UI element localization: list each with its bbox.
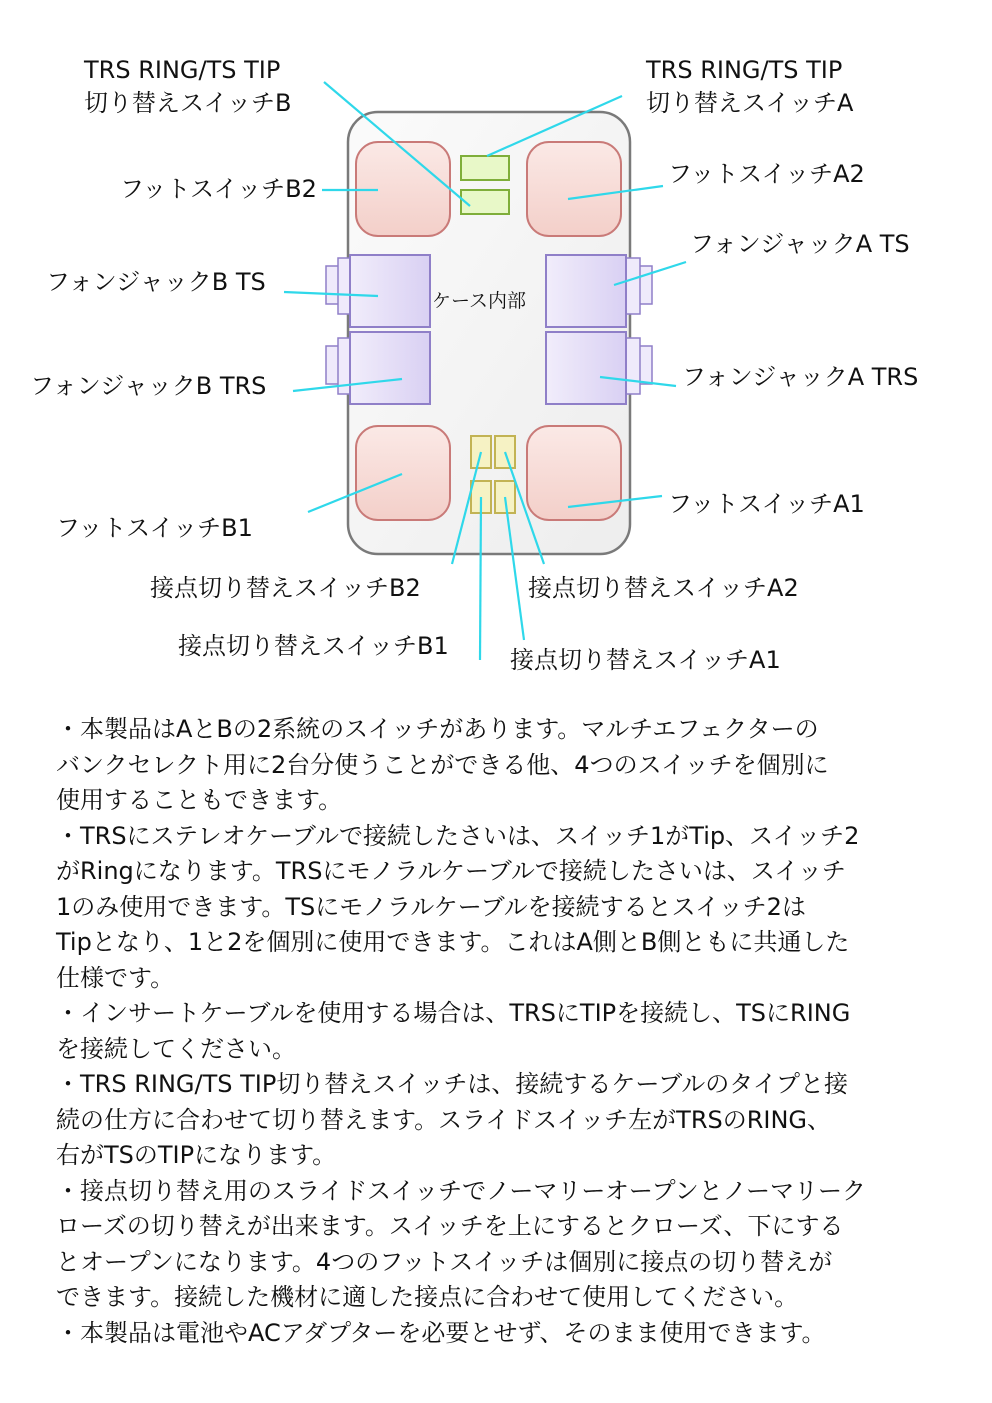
phone-jack-b-ts — [326, 255, 430, 327]
label-contact-b2: 接点切り替えスイッチB2 — [150, 574, 421, 602]
label-trs-switch-b-line2: 切り替えスイッチB — [84, 89, 292, 117]
label-jack-b-ts: フォンジャックB TS — [46, 268, 266, 296]
label-jack-a-trs: フォンジャックA TRS — [682, 363, 919, 391]
note-line: がRingになります。TRSにモノラルケーブルで接続したさいは、スイッチ — [56, 857, 846, 885]
note-line: ローズの切り替えが出来ます。スイッチを上にするとクローズ、下にする — [56, 1212, 844, 1240]
note-line: ・TRSにステレオケーブルで接続したさいは、スイッチ1がTip、スイッチ2 — [56, 821, 860, 850]
label-trs-switch-a-line2: 切り替えスイッチA — [646, 89, 854, 117]
note-line: 仕様です。 — [56, 963, 175, 992]
note-line: ・接点切り替え用のスライドスイッチでノーマリーオープンとノーマリーク — [56, 1176, 866, 1205]
case-diagram — [0, 0, 992, 700]
note-line: 1のみ使用できます。TSにモノラルケーブルを接続するとスイッチ2は — [56, 892, 806, 921]
note-line: とオープンになります。4つのフットスイッチは個別に接点の切り替えが — [56, 1247, 833, 1276]
note-line: を接続してください。 — [56, 1034, 296, 1063]
label-jack-b-trs: フォンジャックB TRS — [30, 372, 267, 400]
note-line: ・インサートケーブルを使用する場合は、TRSにTIPを接続し、TSにRING — [56, 999, 851, 1027]
label-contact-a1: 接点切り替えスイッチA1 — [510, 646, 781, 674]
note-line: Tipとなり、1と2を個別に使用できます。これはA側とB側ともに共通した — [56, 928, 850, 956]
label-trs-switch-a-line1: TRS RING/TS TIP — [646, 56, 843, 84]
note-line: ・本製品はAとBの2系統のスイッチがあります。マルチエフェクターの — [56, 715, 819, 743]
phone-jack-a-ts — [546, 255, 652, 327]
case-inside-label: ケース内部 — [432, 290, 527, 312]
note-line: 続の仕方に合わせて切り替えます。スライドスイッチ左がTRSのRING、 — [56, 1105, 832, 1134]
footswitch-a2 — [527, 142, 621, 236]
trs-ts-switch-a — [461, 156, 509, 180]
phone-jack-a-trs — [546, 332, 652, 404]
label-contact-a2: 接点切り替えスイッチA2 — [528, 574, 799, 602]
phone-jack-b-trs — [326, 332, 430, 404]
footswitch-b1 — [356, 426, 450, 520]
label-foot-a2: フットスイッチA2 — [668, 160, 865, 188]
note-line: バンクセレクト用に2台分使うことができる他、4つのスイッチを個別に — [56, 750, 829, 779]
label-foot-b2: フットスイッチB2 — [120, 175, 317, 203]
label-foot-a1: フットスイッチA1 — [668, 490, 865, 518]
trs-ts-switch-b — [461, 190, 509, 214]
note-line: 右がTSのTIPになります。 — [56, 1141, 337, 1169]
note-line: 使用することもできます。 — [56, 786, 343, 814]
label-contact-b1: 接点切り替えスイッチB1 — [178, 632, 449, 660]
label-jack-a-ts: フォンジャックA TS — [690, 230, 910, 258]
notes-list — [56, 712, 956, 1351]
label-trs-switch-b — [84, 54, 292, 120]
leader-contact-b1 — [480, 497, 481, 660]
note-line: ・本製品は電池やACアダプターを必要とせず、そのまま使用できます。 — [56, 1318, 826, 1347]
label-foot-b1: フットスイッチB1 — [56, 514, 253, 542]
note-line: ・TRS RING/TS TIP切り替えスイッチは、接続するケーブルのタイプと接 — [56, 1070, 849, 1098]
note-line: できます。接続した機材に適した接点に合わせて使用してください。 — [56, 1283, 799, 1311]
label-trs-switch-b-line1: TRS RING/TS TIP — [84, 56, 281, 84]
label-trs-switch-a — [646, 54, 853, 120]
